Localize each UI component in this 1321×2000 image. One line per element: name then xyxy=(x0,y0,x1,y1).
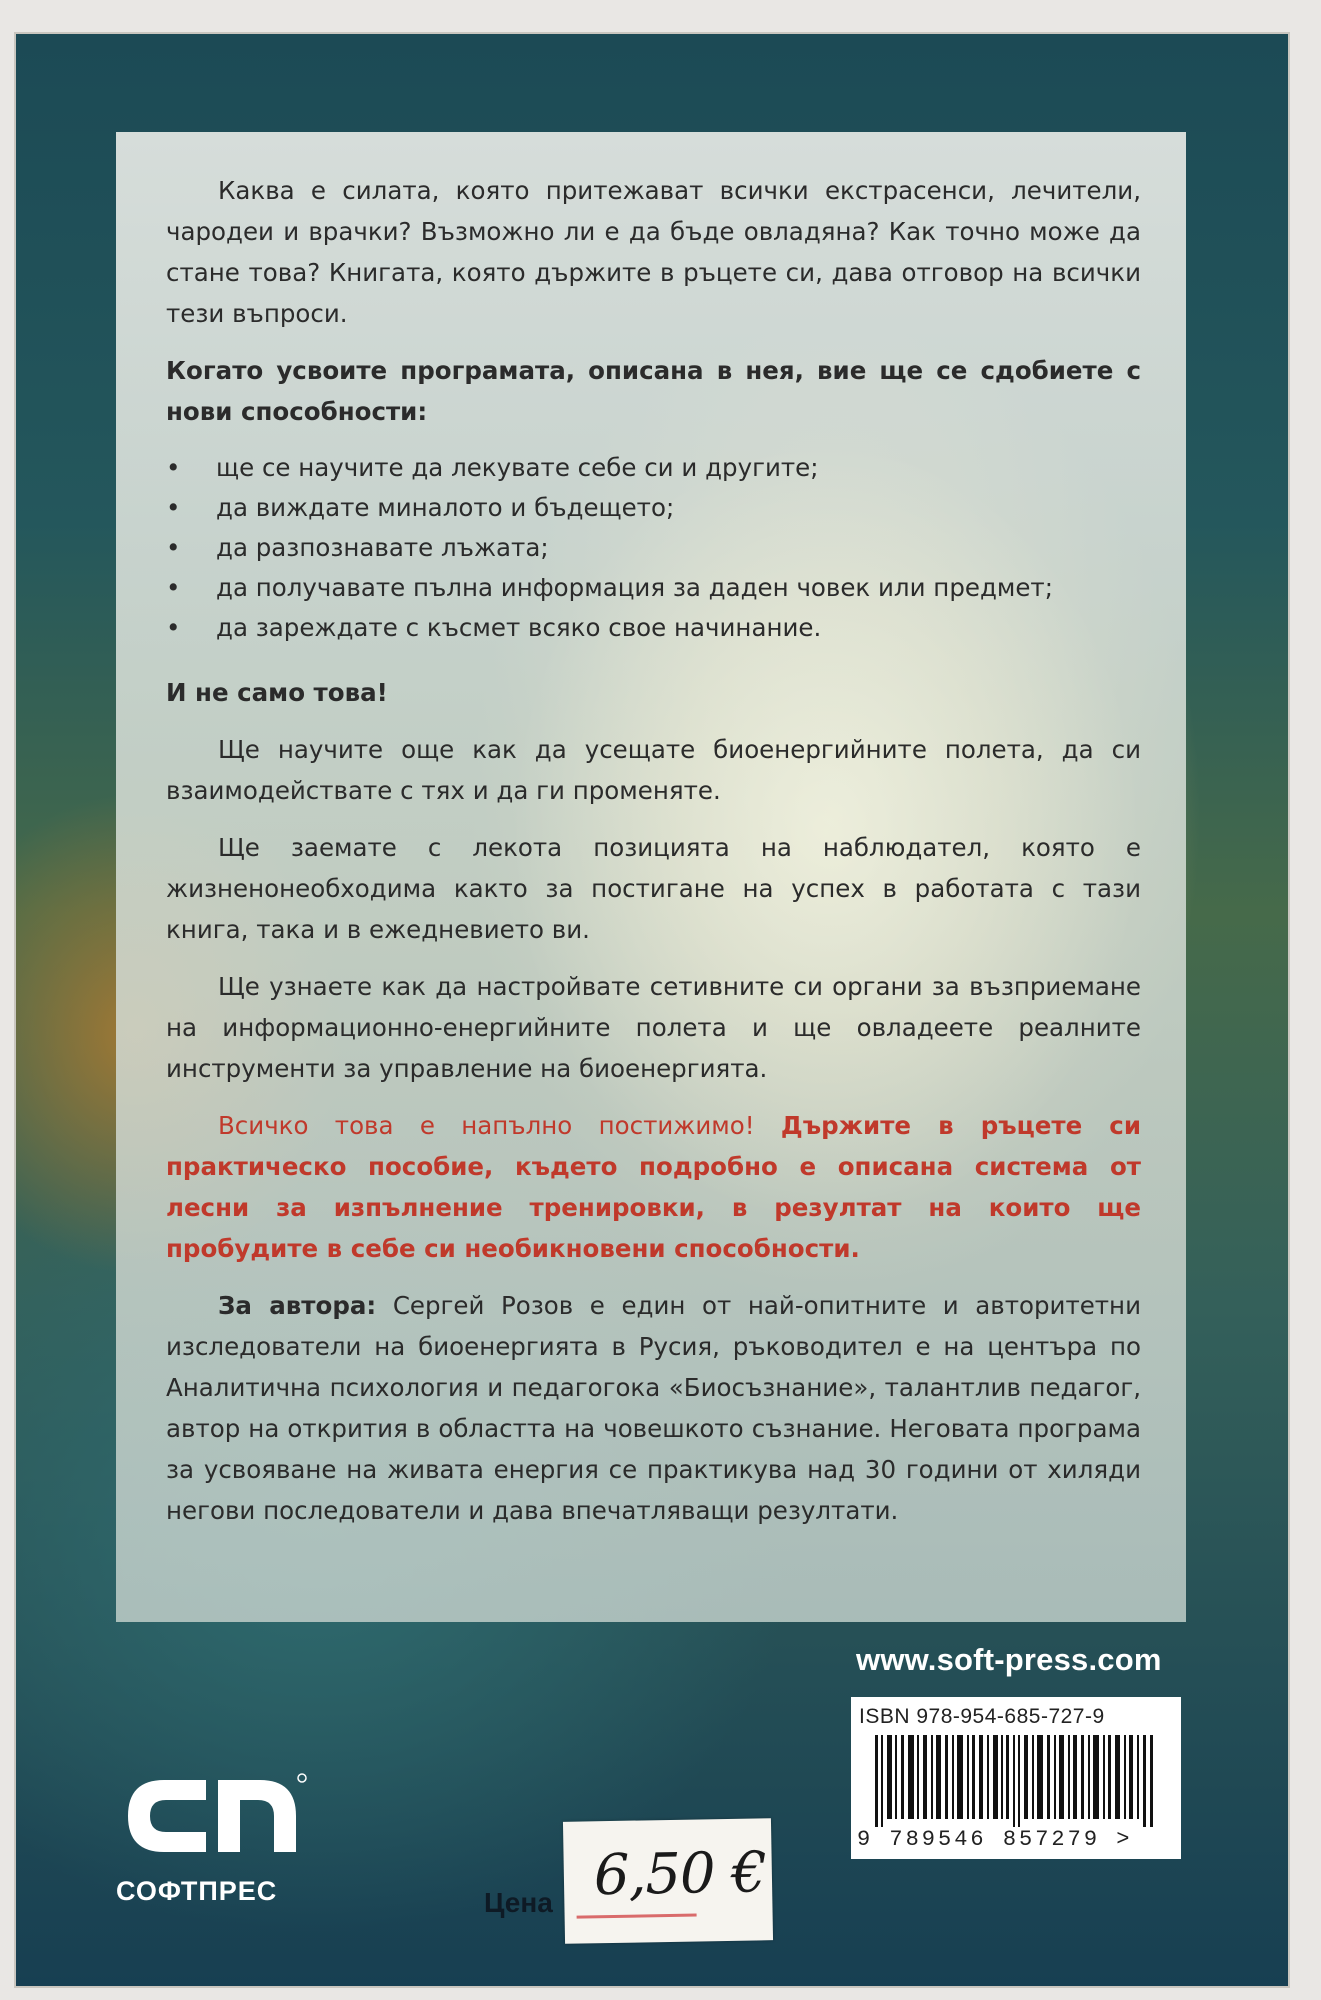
price-label: Цена xyxy=(484,1887,553,1918)
list-item: • да получавате пълна информация за даден човек или предмет; xyxy=(166,568,1141,608)
price-underline xyxy=(577,1914,697,1919)
publisher-website: www.soft-press.com xyxy=(856,1642,1162,1677)
program-heading: Когато усвоите програмата, описана в нея, вие ще се сдобиете с нови способности: xyxy=(166,356,1141,426)
promo-lead: Всичко това е напълно постижимо! xyxy=(218,1111,755,1140)
abilities-list xyxy=(166,448,1141,648)
book-back-cover xyxy=(16,34,1288,1986)
fields-paragraph: Ще научите още как да усещате биоенергийните полета, да си взаимодействате с тях и да ги променяте. xyxy=(166,735,1141,805)
price-value: 6,50 € xyxy=(593,1840,767,1909)
price-sticker xyxy=(563,1818,773,1944)
and-more-heading: И не само това! xyxy=(166,678,388,707)
isbn-number: ISBN 978-954-685-727-9 xyxy=(859,1705,1105,1728)
author-text: Сергей Розов е един от най-опитните и авторитетни изследователи на биоенергията в Русия, ръководител е на центъра по Аналитична психология и педагогока «Биосъзнание», талантлив педагог, автор на открития в областта на човешкото съзнание. Неговата програма за усвояване на живата енергия се практикува над 30 години от хиляди негови последователи и дава впечатляващи резултати. xyxy=(166,1291,1142,1525)
list-item: • ще се научите да лекувате себе си и другите; xyxy=(166,448,1141,488)
list-item: • да виждате миналото и бъдещето; xyxy=(166,488,1141,528)
intro-paragraph: Каква е силата, която притежават всички екстрасенси, лечители, чародеи и врачки? Възможно ли е да бъде овладяна? Как точно може да стане това? Книгата, която държите в ръцете си, дава отговор на всички тези въпроси. xyxy=(166,176,1141,328)
barcode-bars xyxy=(875,1735,1160,1827)
publisher-logo-icon xyxy=(114,1766,310,1866)
barcode xyxy=(851,1697,1181,1859)
description-panel xyxy=(116,132,1186,1622)
senses-paragraph: Ще узнаете как да настройвате сетивните си органи за възприемане на информационно-енергийните полета и ще овладеете реалните инструменти за управление на биоенергията. xyxy=(166,972,1141,1083)
description-text xyxy=(166,170,1141,1547)
author-label: За автора: xyxy=(218,1291,377,1320)
promo-rest: Държите в ръцете си практическо пособие, където подробно е описана система от лесни за изпълнение тренировки, в резултат на които ще пробудите в себе си необикновени способности. xyxy=(166,1111,1141,1263)
author-paragraph xyxy=(166,1285,1141,1531)
publisher-name: СОФТПРЕС xyxy=(116,1876,278,1906)
list-item: • да зареждате с късмет всяко свое начинание. xyxy=(166,608,1141,648)
barcode-digits: 9 789546 857279 > xyxy=(857,1827,1133,1852)
promo-paragraph xyxy=(166,1105,1141,1269)
list-item: • да разпознавате лъжата; xyxy=(166,528,1141,568)
observer-paragraph: Ще заемате с лекота позицията на наблюдател, която е жизненонеобходима както за постигане на успех в работата с тази книга, така и в ежедневието ви. xyxy=(166,833,1141,944)
